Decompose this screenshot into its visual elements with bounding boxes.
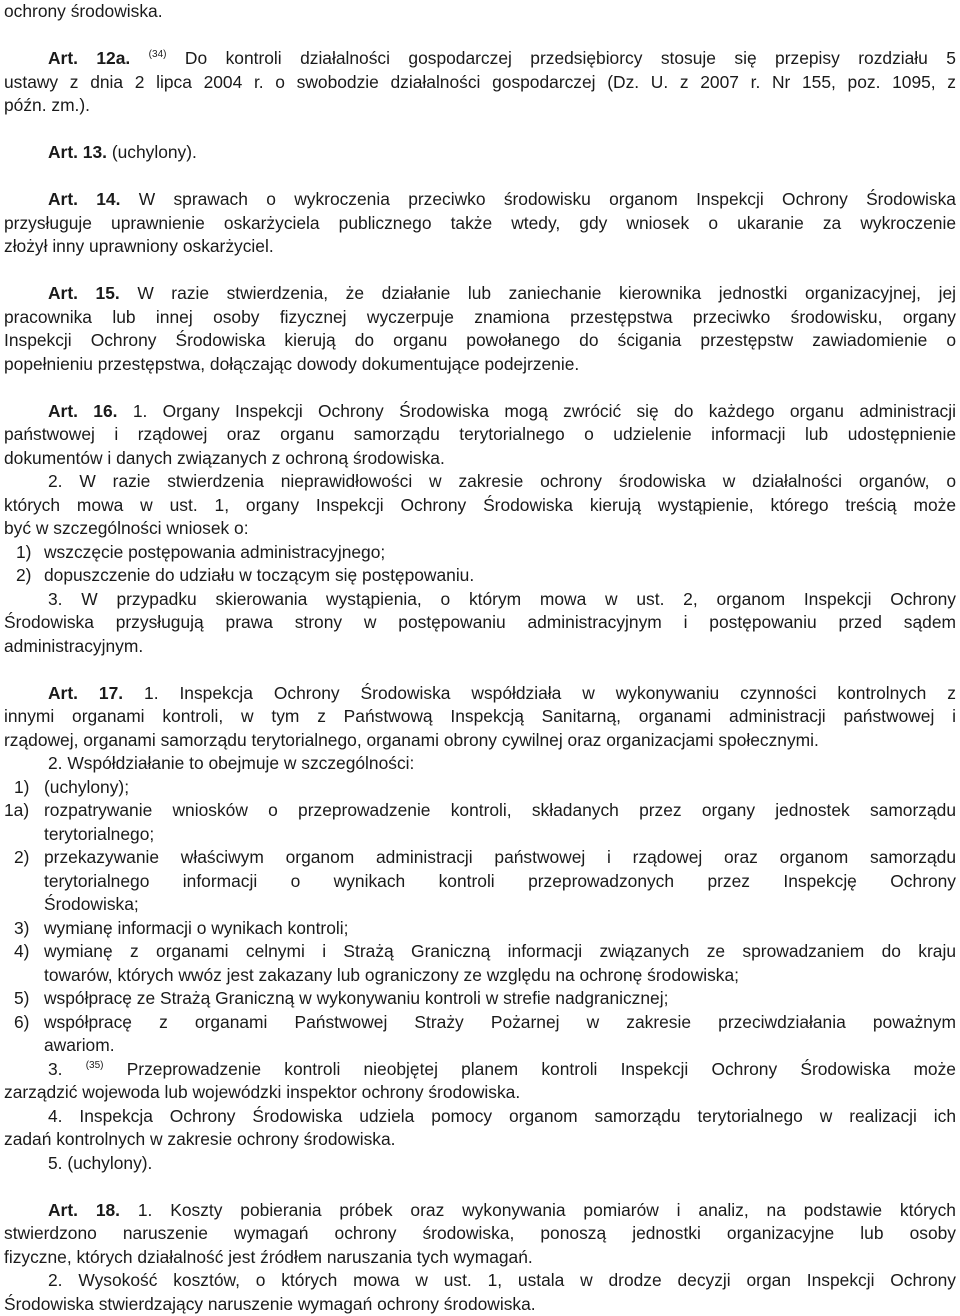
text-line: administracyjnym. xyxy=(4,635,956,659)
text-line: 3. $^{(35)}$ Przeprowadzenie kontroli nieobjętej planem kontroli Inspekcji Ochrony Środowiska może xyxy=(4,1058,956,1082)
text-line: Art. 13. (uchylony). xyxy=(4,141,956,165)
article-18 xyxy=(4,1199,956,1316)
text-line: fizyczne, których działalność jest źródłem naruszania tych wymagań. xyxy=(4,1246,956,1270)
list-item xyxy=(4,799,956,846)
document-page xyxy=(4,0,956,1316)
text-line: być w szczególności wniosek o: xyxy=(4,517,956,541)
text-line: Art. 14. W sprawach o wykroczenia przeciwko środowisku organom Inspekcji Ochrony Środowiska xyxy=(4,188,956,212)
text-line: Środowiska przysługują prawa strony w postępowaniu administracyjnym i postępowaniu przed sądem xyxy=(4,611,956,635)
list-item xyxy=(4,541,956,565)
text-line: 4. Inspekcja Ochrony Środowiska udziela pomocy organom samorządu terytorialnego w realizacji ich xyxy=(4,1105,956,1129)
article-label: Art. 12a. xyxy=(48,48,130,68)
text-line: złożył inny uprawniony oskarżyciel. xyxy=(4,235,956,259)
article-label: Art. 17. xyxy=(48,683,123,703)
list-item xyxy=(4,917,956,941)
article-17 xyxy=(4,682,956,1176)
text-line: późn. zm.). xyxy=(4,94,956,118)
text-line: Art. 12a. $^{(34)}$ Do kontroli działalności gospodarczej przedsiębiorcy stosuje się przepisy rozdziału 5 xyxy=(4,47,956,71)
text-line: wymianę z organami celnymi i Strażą Graniczną informacji związanych ze sprowadzaniem do kraju xyxy=(44,940,956,964)
text-line: rządowej, organami samorządu terytorialnego, organami obrony cywilnej oraz organizacjami społecznymi. xyxy=(4,729,956,753)
list-number: 2) xyxy=(4,846,44,917)
footnote-ref: (34) xyxy=(149,49,167,60)
article-14 xyxy=(4,188,956,259)
article-16 xyxy=(4,400,956,659)
article-12a xyxy=(4,47,956,118)
text-line: 3. W przypadku skierowania wystąpienia, o którym mowa w ust. 2, organom Inspekcji Ochrony xyxy=(4,588,956,612)
text-line: Inspekcji Ochrony Środowiska kierują do organu powołanego do ścigania przestępstw zawiadomienie o xyxy=(4,329,956,353)
text-line: Art. 17. 1. Inspekcja Ochrony Środowiska współdziała w wykonywaniu czynności kontrolnych z xyxy=(4,682,956,706)
list-number: 4) xyxy=(4,940,44,987)
list-number: 3) xyxy=(4,917,44,941)
text-line: Środowiska; xyxy=(44,893,956,917)
list-number: 6) xyxy=(4,1011,44,1058)
text-line: stwierdzono naruszenie wymagań ochrony środowiska, ponoszą jednostki organizacyjne lub osoby xyxy=(4,1222,956,1246)
text-line: wszczęcie postępowania administracyjnego; xyxy=(44,541,956,565)
footnote-ref: (35) xyxy=(86,1060,104,1071)
text-line: Środowiska stwierdzający naruszenie wymagań ochrony środowiska. xyxy=(4,1293,956,1316)
article-label: Art. 18. xyxy=(48,1200,120,1220)
text-line: pracownika lub innej osoby fizycznej wyczerpuje znamiona przestępstwa przeciwko środowisku, organy xyxy=(4,306,956,330)
text-line: terytorialnego; xyxy=(44,823,956,847)
text-line: dopuszczenie do udziału w toczącym się postępowaniu. xyxy=(44,564,956,588)
article-label: Art. 14. xyxy=(48,189,120,209)
text-line: państwowej i rządowej oraz organu samorządu terytorialnego o udzielenie informacji lub udostępnienie xyxy=(4,423,956,447)
text-line: zarządzić wojewoda lub wojewódzki inspektor ochrony środowiska. xyxy=(4,1081,956,1105)
text-line: wymianę informacji o wynikach kontroli; xyxy=(44,917,956,941)
text-line: Art. 16. 1. Organy Inspekcji Ochrony Środowiska mogą zwrócić się do każdego organu administracji xyxy=(4,400,956,424)
text-line: przekazywanie właściwym organom administracji państwowej i rządowej oraz organom samorządu xyxy=(44,846,956,870)
text-line: których mowa w ust. 1, organy Inspekcji Ochrony Środowiska kierują wystąpienie, którego treścią może xyxy=(4,494,956,518)
text-line: terytorialnego informacji o wynikach kontroli przeprowadzonych przez Inspekcję Ochrony xyxy=(44,870,956,894)
list-item xyxy=(4,564,956,588)
list-number: 1) xyxy=(4,776,44,800)
text-line: 5. (uchylony). xyxy=(4,1152,956,1176)
list-number: 5) xyxy=(4,987,44,1011)
text-line: (uchylony); xyxy=(44,776,956,800)
text-line: Art. 15. W razie stwierdzenia, że działanie lub zaniechanie kierownika jednostki organizacyjnej, jej xyxy=(4,282,956,306)
list-item xyxy=(4,846,956,917)
list-number: 1) xyxy=(4,541,44,565)
list-item xyxy=(4,776,956,800)
article-label: Art. 15. xyxy=(48,283,120,303)
list-number: 2) xyxy=(4,564,44,588)
text-line: towarów, których wwóz jest zakazany lub ograniczony ze względu na ochronę środowiska; xyxy=(44,964,956,988)
text-line: 2. Wysokość kosztów, o których mowa w ust. 1, ustala w drodze decyzji organ Inspekcji Ochrony xyxy=(4,1269,956,1293)
article-13 xyxy=(4,141,956,165)
text-line: innymi organami kontroli, w tym z Państwową Inspekcją Sanitarną, organami administracji państwowej i xyxy=(4,705,956,729)
text-line: dokumentów i danych związanych z ochroną środowiska. xyxy=(4,447,956,471)
text-line: 2. W razie stwierdzenia nieprawidłowości w zakresie ochrony środowiska w działalności organów, o xyxy=(4,470,956,494)
list-item xyxy=(4,1011,956,1058)
text-line: rozpatrywanie wniosków o przeprowadzenie kontroli, składanych przez organy jednostek samorządu xyxy=(44,799,956,823)
text-line: 2. Współdziałanie to obejmuje w szczególności: xyxy=(4,752,956,776)
article-15 xyxy=(4,282,956,376)
list-number: 1a) xyxy=(4,799,44,846)
text-line: ochrony środowiska. xyxy=(4,0,956,24)
text-line: ustawy z dnia 2 lipca 2004 r. o swobodzie działalności gospodarczej (Dz. U. z 2007 r. Nr 155, poz. 1095, z xyxy=(4,71,956,95)
text-line: Art. 18. 1. Koszty pobierania próbek oraz wykonywania pomiarów i analiz, na podstawie których xyxy=(4,1199,956,1223)
article-label: Art. 16. xyxy=(48,401,117,421)
text-line: zadań kontrolnych w zakresie ochrony środowiska. xyxy=(4,1128,956,1152)
list-item xyxy=(4,940,956,987)
article-label: Art. 13. xyxy=(48,142,107,162)
text-line: popełnieniu przestępstwa, dołączając dowody dokumentujące podejrzenie. xyxy=(4,353,956,377)
text-line: współpracę z organami Państwowej Straży Pożarnej w zakresie przeciwdziałania poważnym xyxy=(44,1011,956,1035)
text-line: awariom. xyxy=(44,1034,956,1058)
text-line: przysługuje uprawnienie oskarżyciela publicznego także wtedy, gdy wniosek o ukaranie za wykroczenie xyxy=(4,212,956,236)
list-item xyxy=(4,987,956,1011)
text-line: współpracę ze Strażą Graniczną w wykonywaniu kontroli w strefie nadgranicznej; xyxy=(44,987,956,1011)
